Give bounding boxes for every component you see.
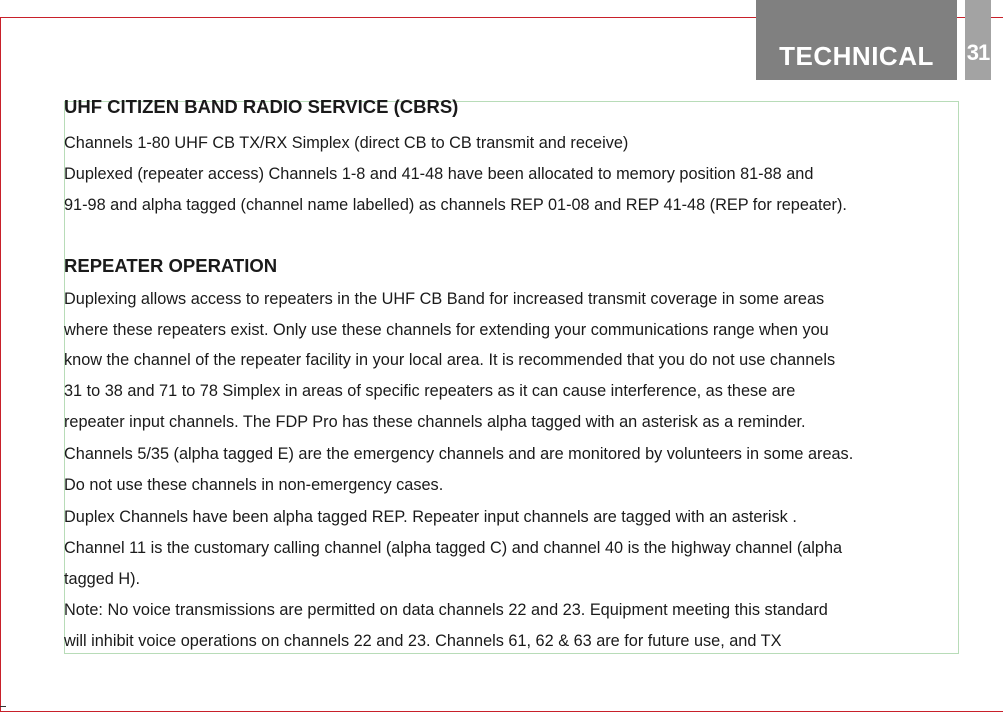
paragraph-line: 91-98 and alpha tagged (channel name labelled) as channels REP 01-08 and REP 41-48 (REP for repeater). xyxy=(64,196,847,214)
crop-mark xyxy=(0,706,6,707)
section-tab xyxy=(756,0,957,80)
section-heading-repeater: REPEATER OPERATION xyxy=(64,255,278,276)
left-rule xyxy=(0,17,1,712)
section-title: TECHNICAL xyxy=(779,41,934,71)
paragraph-line: repeater input channels. The FDP Pro has these channels alpha tagged with an asterisk as a reminder. xyxy=(64,413,806,431)
paragraph-line: tagged H). xyxy=(64,570,141,588)
page-number-tab xyxy=(965,0,991,80)
section-heading-cbrs: UHF CITIZEN BAND RADIO SERVICE (CBRS) xyxy=(64,96,459,117)
page-number: 31 xyxy=(966,40,990,65)
paragraph-line: know the channel of the repeater facility in your local area. It is recommended that you do not use channels xyxy=(64,351,836,369)
paragraph-line: Duplex Channels have been alpha tagged REP. Repeater input channels are tagged with an asterisk . xyxy=(64,508,797,526)
bottom-rule xyxy=(0,711,1003,712)
paragraph-line: will inhibit voice operations on channels 22 and 23. Channels 61, 62 & 63 are for future use, and TX xyxy=(64,632,782,650)
paragraph-line: where these repeaters exist. Only use these channels for extending your communications range when you xyxy=(64,321,829,339)
paragraph-line: 31 to 38 and 71 to 78 Simplex in areas of specific repeaters as it can cause interference, as these are xyxy=(64,382,796,400)
paragraph-line: Note: No voice transmissions are permitted on data channels 22 and 23. Equipment meeting this standard xyxy=(64,601,828,619)
paragraph-line: Do not use these channels in non-emergency cases. xyxy=(64,476,444,494)
paragraph-line: Duplexed (repeater access) Channels 1-8 and 41-48 have been allocated to memory position 81-88 and xyxy=(64,165,814,183)
paragraph-line: Channel 11 is the customary calling channel (alpha tagged C) and channel 40 is the highway channel (alpha xyxy=(64,539,843,557)
paragraph-line: Duplexing allows access to repeaters in the UHF CB Band for increased transmit coverage in some areas xyxy=(64,290,825,308)
paragraph-line: Channels 5/35 (alpha tagged E) are the emergency channels and are monitored by volunteers in some areas. xyxy=(64,445,854,463)
paragraph-line: Channels 1-80 UHF CB TX/RX Simplex (direct CB to CB transmit and receive) xyxy=(64,134,629,152)
